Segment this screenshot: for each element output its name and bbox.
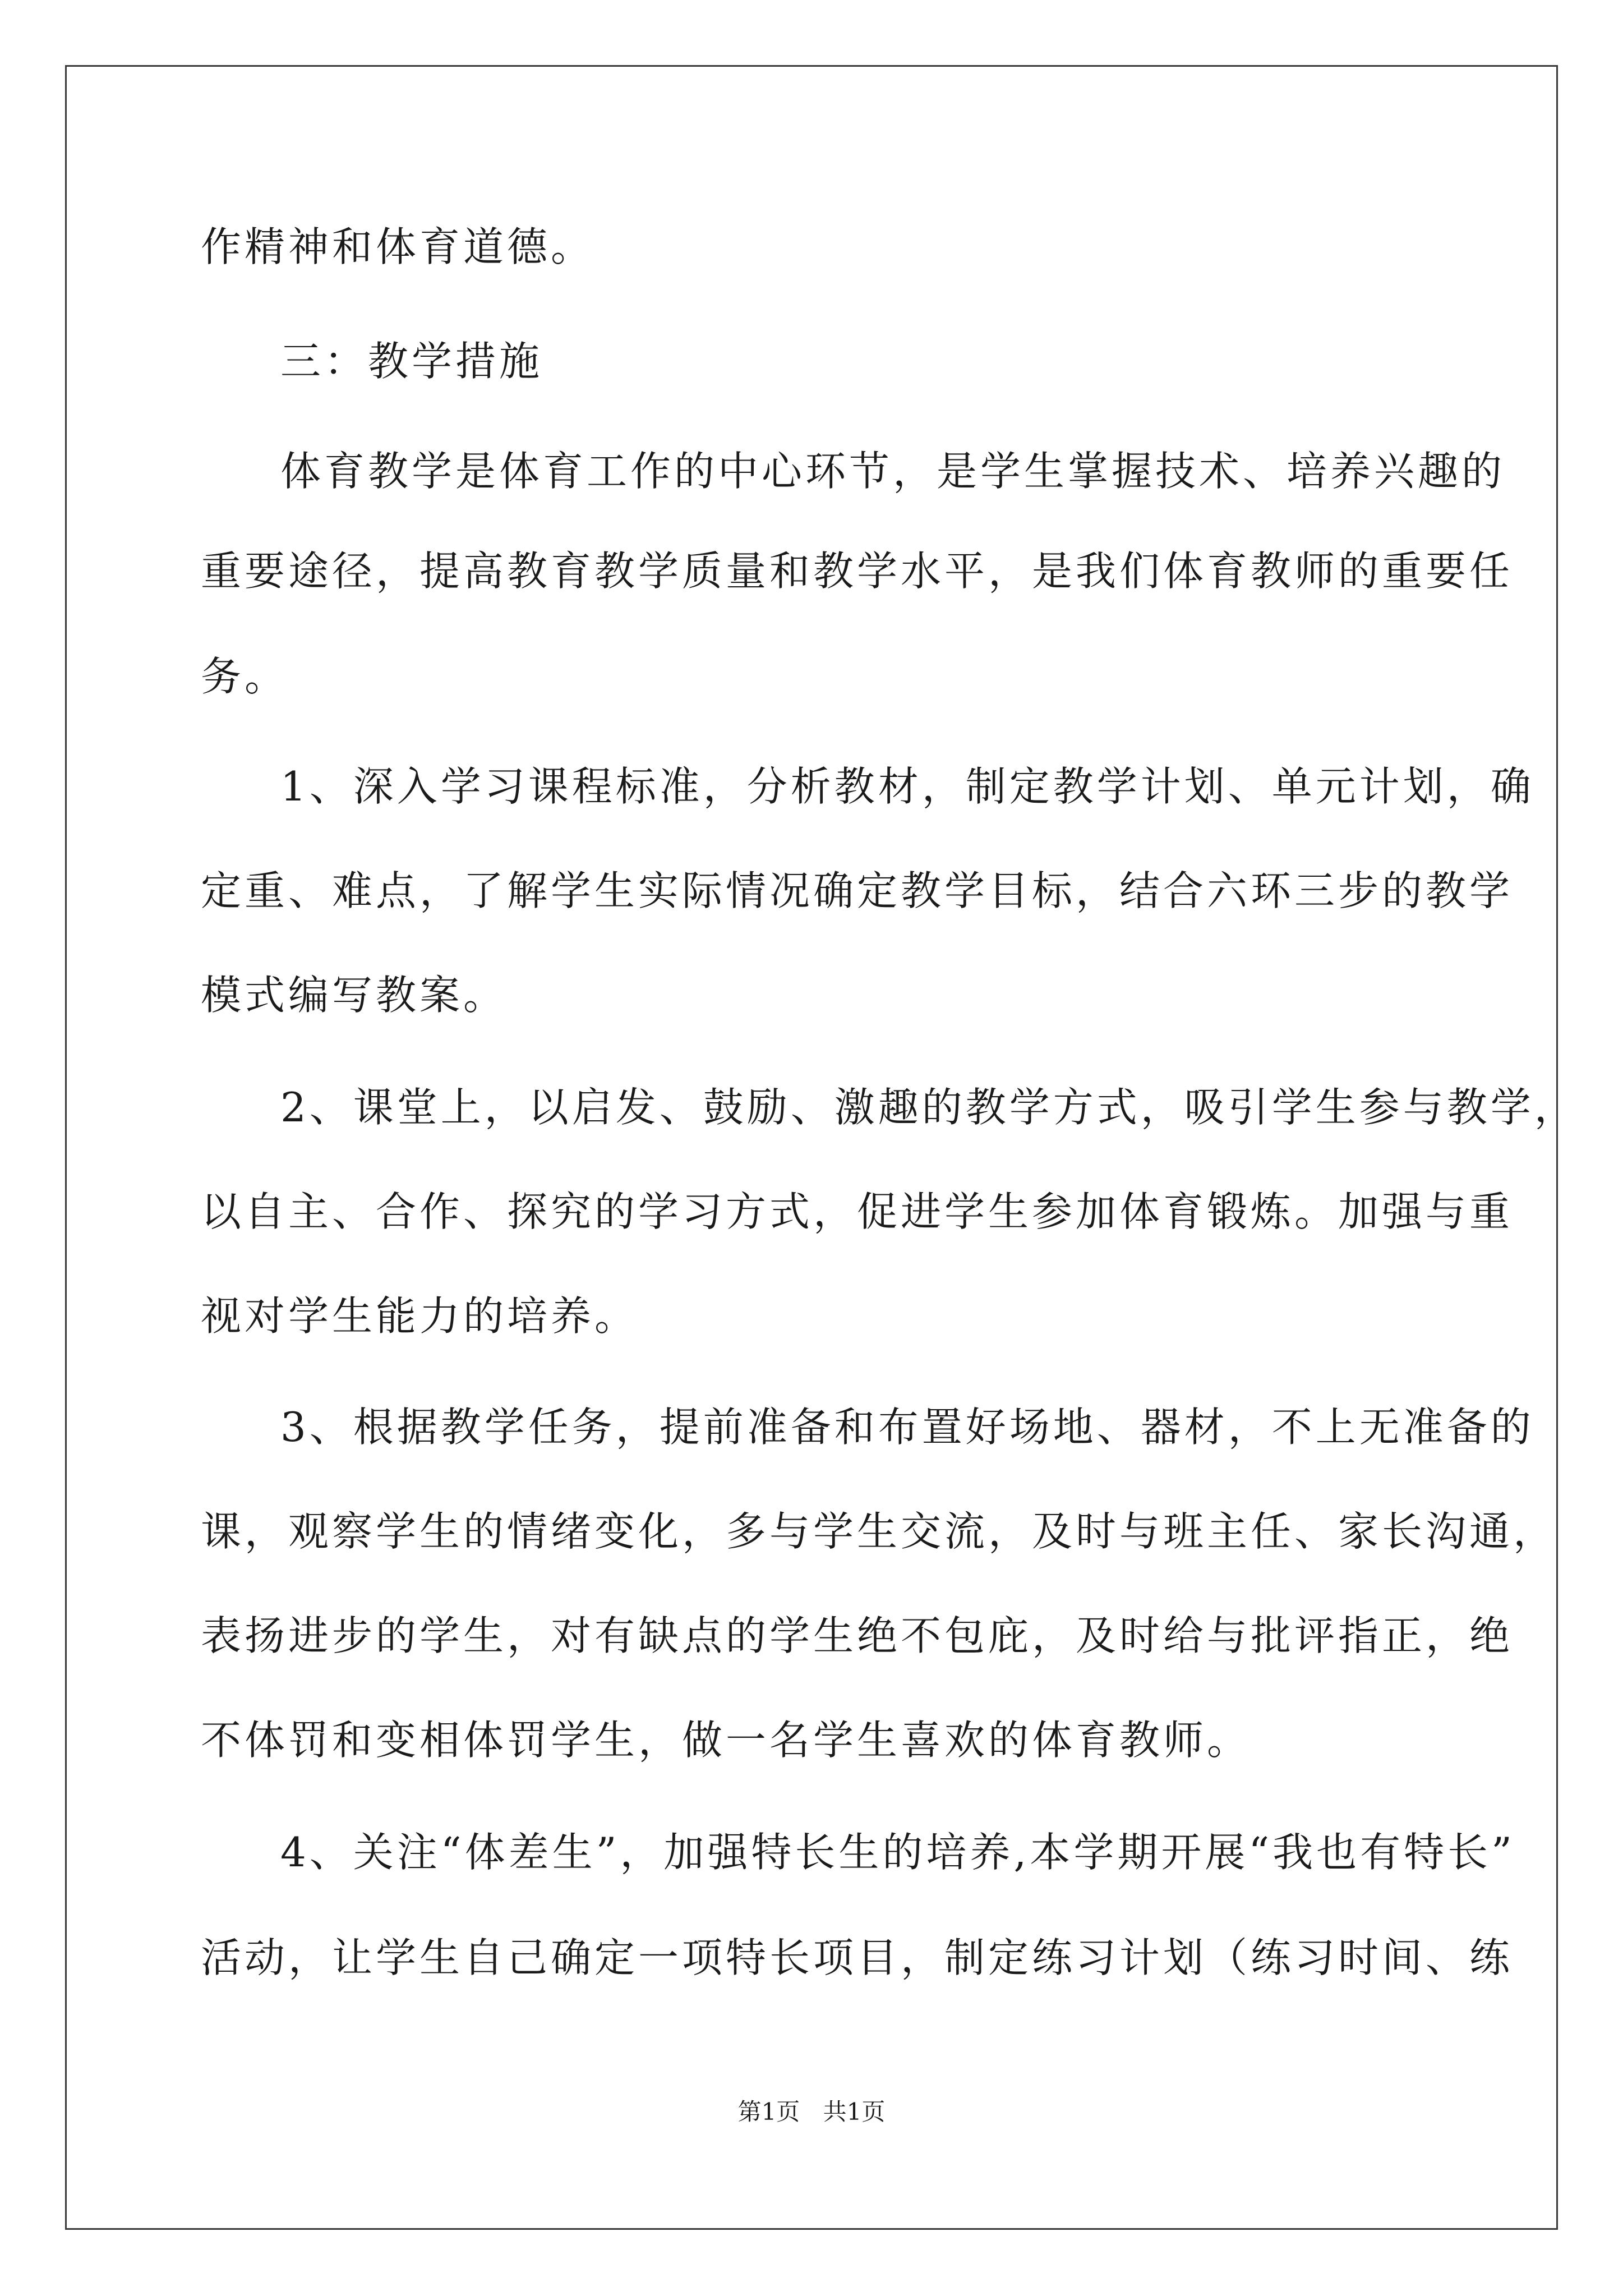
paragraph-line: 视对学生能力的培养。: [201, 1292, 639, 1340]
paragraph-line: 3、根据教学任务，提前准备和布置好场地、器材，不上无准备的: [280, 1404, 1534, 1451]
paragraph-line: 模式编写教案。: [201, 972, 508, 1019]
page-border: [65, 65, 1558, 2230]
paragraph-line: 课，观察学生的情绪变化，多与学生交流，及时与班主任、家长沟通，: [201, 1508, 1557, 1555]
paragraph-line: 活动，让学生自己确定一项特长项目，制定练习计划（练习时间、练: [201, 1934, 1514, 1981]
page-number: 第1页: [737, 2098, 800, 2125]
total-pages: 共1页: [823, 2098, 886, 2125]
paragraph-line: 表扬进步的学生，对有缺点的学生绝不包庇，及时给与批评指正，绝: [201, 1612, 1514, 1659]
paragraph-line: 务。: [201, 653, 289, 700]
paragraph-line: 1、深入学习课程标准，分析教材，制定教学计划、单元计划，确: [280, 763, 1534, 810]
paragraph-line: 2、课堂上，以启发、鼓励、激趣的教学方式，吸引学生参与教学，: [280, 1084, 1578, 1131]
paragraph-line: 作精神和体育道德。: [201, 223, 595, 270]
paragraph-line: 定重、难点，了解学生实际情况确定教学目标，结合六环三步的教学: [201, 867, 1514, 914]
section-heading: 三：教学措施: [280, 338, 543, 385]
paragraph-line: 重要途径，提高教育教学质量和教学水平，是我们体育教师的重要任: [201, 547, 1514, 595]
paragraph-line: 4、关注“体差生”，加强特长生的培养,本学期开展“我也有特长”: [280, 1829, 1515, 1876]
page-footer: [0, 2095, 1623, 2129]
paragraph-line: 不体罚和变相体罚学生，做一名学生喜欢的体育教师。: [201, 1717, 1251, 1764]
paragraph-line: 以自主、合作、探究的学习方式，促进学生参加体育锻炼。加强与重: [201, 1188, 1514, 1235]
paragraph-line: 体育教学是体育工作的中心环节，是学生掌握技术、培养兴趣的: [280, 448, 1506, 495]
